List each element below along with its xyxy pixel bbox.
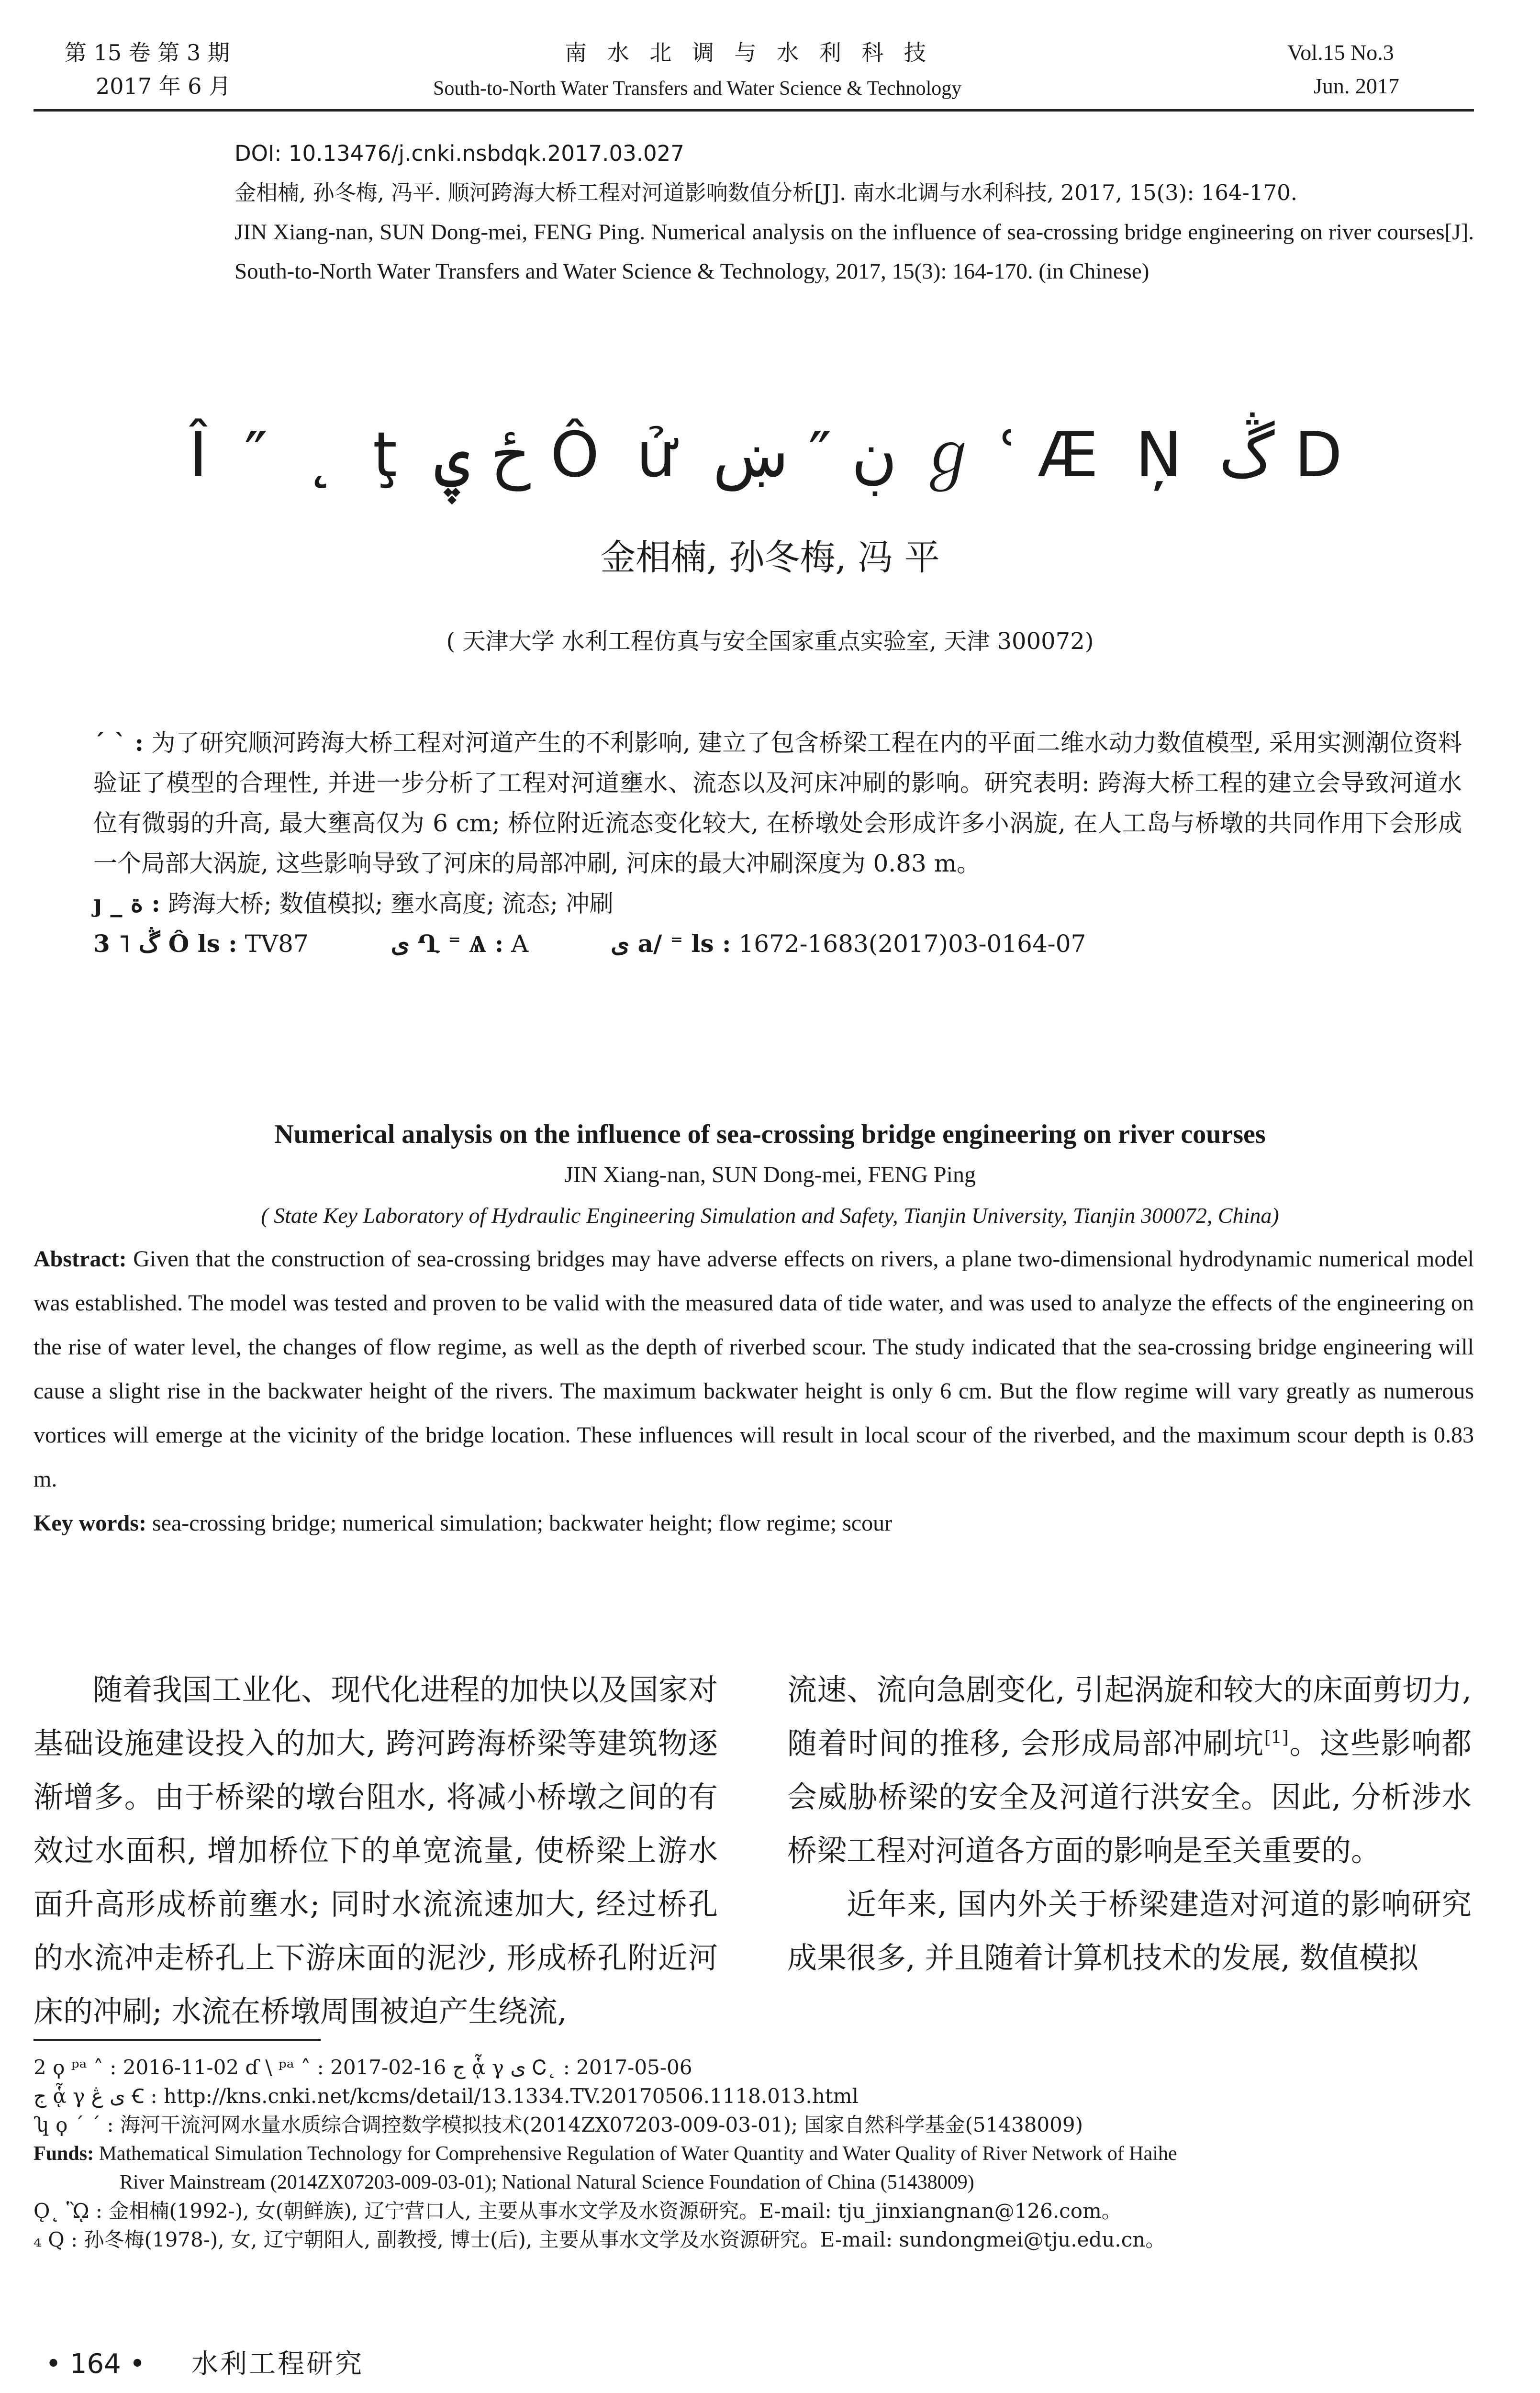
abstract-en-text: Given that the construction of sea-crossing bridges may have adverse effects on rivers, a plane two-dimensional hydrodynamic numerical model was established. The model was tested and proven to be valid with the measured data of tide water, and was used to analyze the effects of the engineering on the rise of water level, the changes of flow regime, as well as the depth of riverbed scour. The study indicated that the sea-crossing bridge engineering will cause a slight rise in the backwater height of the rivers. The maximum backwater height is only 6 cm. But the flow regime will vary greatly as numerous vortices will emerge at the vicinity of the bridge location. These influences will result in local scour of the riverbed, and the maximum scour depth is 0.83 m. — [33, 1246, 1474, 1492]
abstract-zh — [93, 723, 1462, 964]
keywords-en: sea-crossing bridge; numerical simulation; backwater height; flow regime; scour — [152, 1510, 893, 1536]
title-zh: Î ″ ˛ ţ ځ ۑ Ô ử ڹ ″ ښ ℊ ʿ Æ Ņ ڴ D — [189, 418, 1351, 491]
affiliation-zh: ( 天津大学 水利工程仿真与安全国家重点实验室, 天津 300072) — [446, 628, 1094, 655]
keywords-zh: 跨海大桥; 数值模拟; 壅水高度; 流态; 冲刷 — [167, 890, 614, 917]
header-date-en: Jun. 2017 — [1314, 74, 1399, 98]
body-right-paragraph-2: 近年来, 国内外关于桥梁建造对河道的影响研究成果很多, 并且随着计算机技术的发展, 数值模拟 — [787, 1887, 1472, 1975]
header-volume-issue-en: Vol.15 No.3 — [1287, 40, 1394, 65]
footnotes — [33, 2053, 1474, 2254]
body-left-paragraph: 随着我国工业化、现代化进程的加快以及国家对基础设施建设投入的加大, 跨河跨海桥梁等建筑物逐渐增多。由于桥梁的墩台阻水, 将减小桥墩之间的有效过水面积, 增加桥位下的单宽流量, 使桥梁上游水面升高形成桥前壅水; 同时水流流速加大, 经过桥孔的水流冲走桥孔上下游床面的泥沙, 形成桥孔附近河床的冲刷; 水流在桥墩周围被迫产生绕流, — [33, 1672, 718, 2029]
issn-label: ی a/ ⁼ ls : — [611, 929, 731, 958]
body-left-column — [33, 1663, 718, 2038]
cls-value: TV87 — [245, 930, 309, 958]
abstract-en — [33, 1237, 1474, 1545]
abstract-zh-text: 为了研究顺河跨海大桥工程对河道产生的不利影响, 建立了包含桥梁工程在内的平面二维水动力数值模型, 采用实测潮位资料验证了模型的合理性, 并进一步分析了工程对河道壅水、流态以及河床冲刷的影响。研究表明: 跨海大桥工程的建立会导致河道水位有微弱的升高, 最大壅高仅为 6 cm; 桥位附近流态变化较大, 在桥墩处会形成许多小涡旋, 在人工岛与桥墩的共同作用下会形成一个局部大涡旋, 这些影响导致了河床的局部冲刷, 河床的最大冲刷深度为 0.83 m。 — [93, 729, 1462, 877]
body-right-paragraph-1 — [787, 1663, 1472, 1878]
fund-en-label: Funds: — [33, 2143, 94, 2165]
doc-code-value: A — [511, 930, 529, 958]
doi: DOI: 10.13476/j.cnki.nsbdqk.2017.03.027 — [234, 141, 684, 166]
citation-en: JIN Xiang-nan, SUN Dong-mei, FENG Ping. Numerical analysis on the influence of sea-crossing bridge engineering on river courses[J]. South-to-North Water Transfers and Water Science & Technology, 2017, 15(3): 164-170. (in Chinese) — [234, 220, 1474, 284]
doc-code-label: ی Ղ ⁼ Ѧ : — [391, 929, 504, 958]
authors-en: JIN Xiang-nan, SUN Dong-mei, FENG Ping — [564, 1162, 976, 1187]
footnote-author1: Ǫ˛ ᾫ : 金相楠(1992-), 女(朝鲜族), 辽宁营口人, 主要从事水文学及水资源研究。E-mail: tju_jinxiangnan@126.com。 — [33, 2199, 1122, 2223]
header-journal-zh: 南 水 北 调 与 水 利 科 技 — [565, 40, 933, 66]
header-journal-en: South-to-North Water Transfers and Water Science & Technology — [433, 78, 962, 100]
section-name: 水利工程研究 — [191, 2348, 364, 2380]
citation-block — [234, 134, 1474, 291]
footnote-fund-zh: ʮ ϙ ´ ´ : 海河干流河网水量水质综合调控数学模拟技术(2014ZX07203-009-03-01); 国家自然科学基金(51438009) — [33, 2113, 1083, 2136]
header-volume-issue-zh: 第 15 卷 第 3 期 — [65, 40, 230, 66]
header-date-zh: 2017 年 6 月 — [96, 73, 231, 99]
abstract-zh-label: ˊ ˋ : — [93, 728, 144, 757]
fund-en-text: Mathematical Simulation Technology for Comprehensive Regulation of Water Quantity and Water Quality of River Network of Haihe — [99, 2143, 1177, 2165]
body-right-p1-tail: 。这些影响都会威胁桥梁的安全及河道行洪安全。因此, 分析涉水桥梁工程对河道各方面的影响是至关重要的。 — [787, 1726, 1472, 1868]
abstract-en-label: Abstract: — [33, 1246, 127, 1272]
footnote-dates: 2 ϙ ᵖᵃ ˄ : 2016-11-02 ɗ \ ᵖᵃ ˄ : 2017-02-16 ج ᾇ γ ی Ꮯ˛ : 2017-05-06 — [33, 2056, 692, 2079]
affiliation-en: ( State Key Laboratory of Hydraulic Engineering Simulation and Safety, Tianjin University, Tianjin 300072, China) — [261, 1203, 1279, 1228]
footnote-url: ج ᾇ γ ی ڠ Ꞓ : http://kns.cnki.net/kcms/detail/13.1334.TV.20170506.1118.013.html — [33, 2084, 859, 2108]
footnote-rule — [33, 2039, 321, 2041]
header-rule — [33, 109, 1474, 112]
citation-zh: 金相楠, 孙冬梅, 冯平. 顺河跨海大桥工程对河道影响数值分析[J]. 南水北调与水利科技, 2017, 15(3): 164-170. — [234, 180, 1298, 205]
footnote-fund-en-cont: River Mainstream (2014ZX07203-009-03-01); National Natural Science Foundation of China (51438009) — [120, 2171, 974, 2193]
title-en: Numerical analysis on the influence of sea-crossing bridge engineering on river courses — [274, 1119, 1266, 1149]
issn-value: 1672-1683(2017)03-0164-07 — [738, 930, 1086, 958]
page-number: • 164 • — [45, 2348, 145, 2380]
cls-label: 3 ˥ ڴ Ô ls : — [93, 929, 237, 958]
body-right-column — [787, 1663, 1472, 1985]
footnote-fund-en — [33, 2139, 1474, 2168]
keywords-zh-label: ȷ _ ة : — [93, 889, 160, 917]
footnote-author2: ₄ Q : 孙冬梅(1978-), 女, 辽宁朝阳人, 副教授, 博士(后), 主要从事水文学及水资源研究。E-mail: sundongmei@tju.edu.cn。 — [33, 2228, 1166, 2251]
authors-zh: 金相楠, 孙冬梅, 冯 平 — [600, 537, 940, 578]
keywords-en-label: Key words: — [33, 1510, 146, 1536]
body-right-p1-text: 流速、流向急剧变化, 引起涡旋和较大的床面剪切力, 随着时间的推移, 会形成局部冲刷坑 — [787, 1672, 1472, 1761]
reference-marker: [1] — [1264, 1728, 1289, 1748]
